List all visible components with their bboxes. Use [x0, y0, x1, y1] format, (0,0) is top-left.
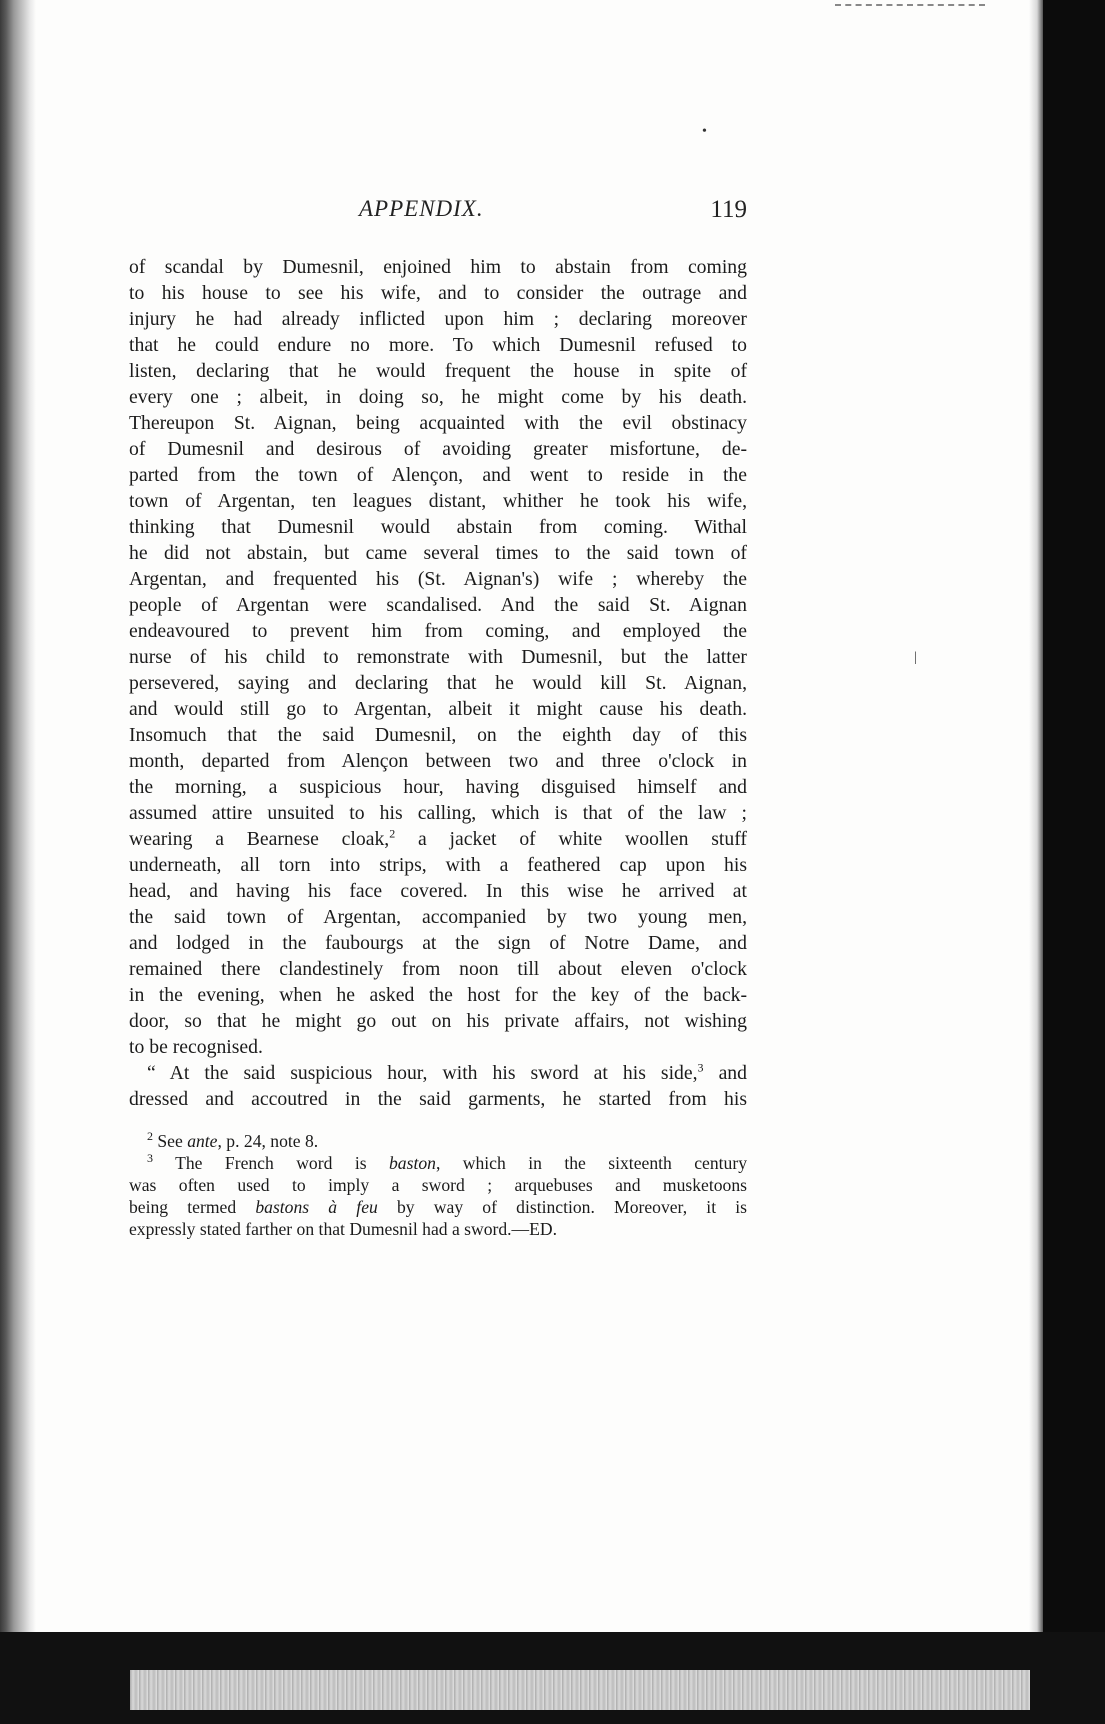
- text-line-with-note-ref: [129, 826, 747, 852]
- text-line: thinking that Dumesnil would abstain from coming. Withal: [129, 516, 747, 538]
- text-line: persevered, saying and declaring that he would kill St. Aignan,: [129, 672, 747, 694]
- text-line: of scandal by Dumesnil, enjoined him to abstain from coming: [129, 256, 747, 278]
- footnote-text: , which in the sixteenth century: [435, 1153, 747, 1173]
- footnote-italic: bastons à feu: [255, 1197, 378, 1217]
- text-line: and would still go to Argentan, albeit it might cause his death.: [129, 698, 747, 720]
- text-segment: and: [703, 1062, 747, 1084]
- footnote-text: being termed: [129, 1197, 256, 1217]
- text-line: underneath, all torn into strips, with a feathered cap upon his: [129, 854, 747, 876]
- scan-left-edge-shadow: [0, 0, 36, 1640]
- text-line: the morning, a suspicious hour, having disguised himself and: [129, 776, 747, 798]
- text-line: Thereupon St. Aignan, being acquainted with the evil obstinacy: [129, 412, 747, 434]
- scan-top-mark: [835, 4, 985, 6]
- footnote-3-line: was often used to imply a sword ; arquebuses and musketoons: [129, 1175, 747, 1195]
- scan-right-edge-fade: [1029, 0, 1043, 1724]
- text-line: Insomuch that the said Dumesnil, on the eighth day of this: [129, 724, 747, 746]
- text-line: the said town of Argentan, accompanied by two young men,: [129, 906, 747, 928]
- text-line: he did not abstain, but came several times to the said town of: [129, 542, 747, 564]
- footnote-mark: 2: [147, 1129, 153, 1144]
- footnote-text: , p. 24, note 8.: [217, 1131, 319, 1151]
- footnote-italic: baston: [389, 1153, 436, 1173]
- footnote-text: The French word is: [153, 1153, 389, 1173]
- page-number: 119: [710, 196, 747, 223]
- footnote-ref-2: 2: [389, 826, 396, 841]
- text-line: dressed and accoutred in the said garments, he started from his: [129, 1088, 747, 1110]
- footnotes: [129, 1130, 747, 1240]
- text-line: month, departed from Alençon between two and three o'clock in: [129, 750, 747, 772]
- running-head-title: APPENDIX.: [359, 196, 484, 221]
- text-line: that he could endure no more. To which Dumesnil refused to: [129, 334, 747, 356]
- text-line: door, so that he might go out on his private affairs, not wishing: [129, 1010, 747, 1032]
- text-line: of Dumesnil and desirous of avoiding greater misfortune, de-: [129, 438, 747, 460]
- body-text: [129, 254, 747, 1112]
- scan-bottom-noise: [130, 1670, 1030, 1710]
- text-line: endeavoured to prevent him from coming, and employed the: [129, 620, 747, 642]
- footnote-ref-3: 3: [697, 1060, 704, 1075]
- footnote-mark: 3: [147, 1151, 153, 1166]
- running-head: [129, 196, 747, 230]
- footnote-italic: ante: [187, 1131, 218, 1151]
- scan-right-edge-shadow: [1043, 0, 1105, 1724]
- text-line: nurse of his child to remonstrate with Dumesnil, but the latter: [129, 646, 747, 668]
- text-line: town of Argentan, ten leagues distant, whither he took his wife,: [129, 490, 747, 512]
- text-segment: wearing a Bearnese cloak,: [129, 828, 390, 850]
- text-line: people of Argentan were scandalised. And the said St. Aignan: [129, 594, 747, 616]
- text-line: in the evening, when he asked the host for the key of the back-: [129, 984, 747, 1006]
- footnote-3-line: [129, 1152, 747, 1174]
- scan-speck: •: [702, 124, 707, 139]
- footnote-text: See: [153, 1131, 188, 1151]
- text-line: parted from the town of Alençon, and went to reside in the: [129, 464, 747, 486]
- text-line-with-note-ref: [129, 1060, 747, 1086]
- text-segment: “ At the said suspicious hour, with his sword at his side,: [147, 1062, 698, 1084]
- text-line: to be recognised.: [129, 1036, 263, 1058]
- text-line: every one ; albeit, in doing so, he might come by his death.: [129, 386, 747, 408]
- text-line: assumed attire unsuited to his calling, which is that of the law ;: [129, 802, 747, 824]
- text-line: and lodged in the faubourgs at the sign of Notre Dame, and: [129, 932, 747, 954]
- text-line: to his house to see his wife, and to consider the outrage and: [129, 282, 747, 304]
- footnote-3-line: [129, 1196, 747, 1218]
- text-line: listen, declaring that he would frequent the house in spite of: [129, 360, 747, 382]
- footnote-text: by way of distinction. Moreover, it is: [377, 1197, 748, 1217]
- footnote-2: [129, 1130, 747, 1152]
- text-line: injury he had already inflicted upon him ; declaring moreover: [129, 308, 747, 330]
- text-line: head, and having his face covered. In this wise he arrived at: [129, 880, 747, 902]
- footnote-3-line: expressly stated farther on that Dumesnil had a sword.—ED.: [129, 1219, 558, 1239]
- text-line: remained there clandestinely from noon till about eleven o'clock: [129, 958, 747, 980]
- scan-speck: |: [914, 650, 917, 665]
- text-line: Argentan, and frequented his (St. Aignan's) wife ; whereby the: [129, 568, 747, 590]
- text-segment: a jacket of white woollen stuff: [395, 828, 747, 850]
